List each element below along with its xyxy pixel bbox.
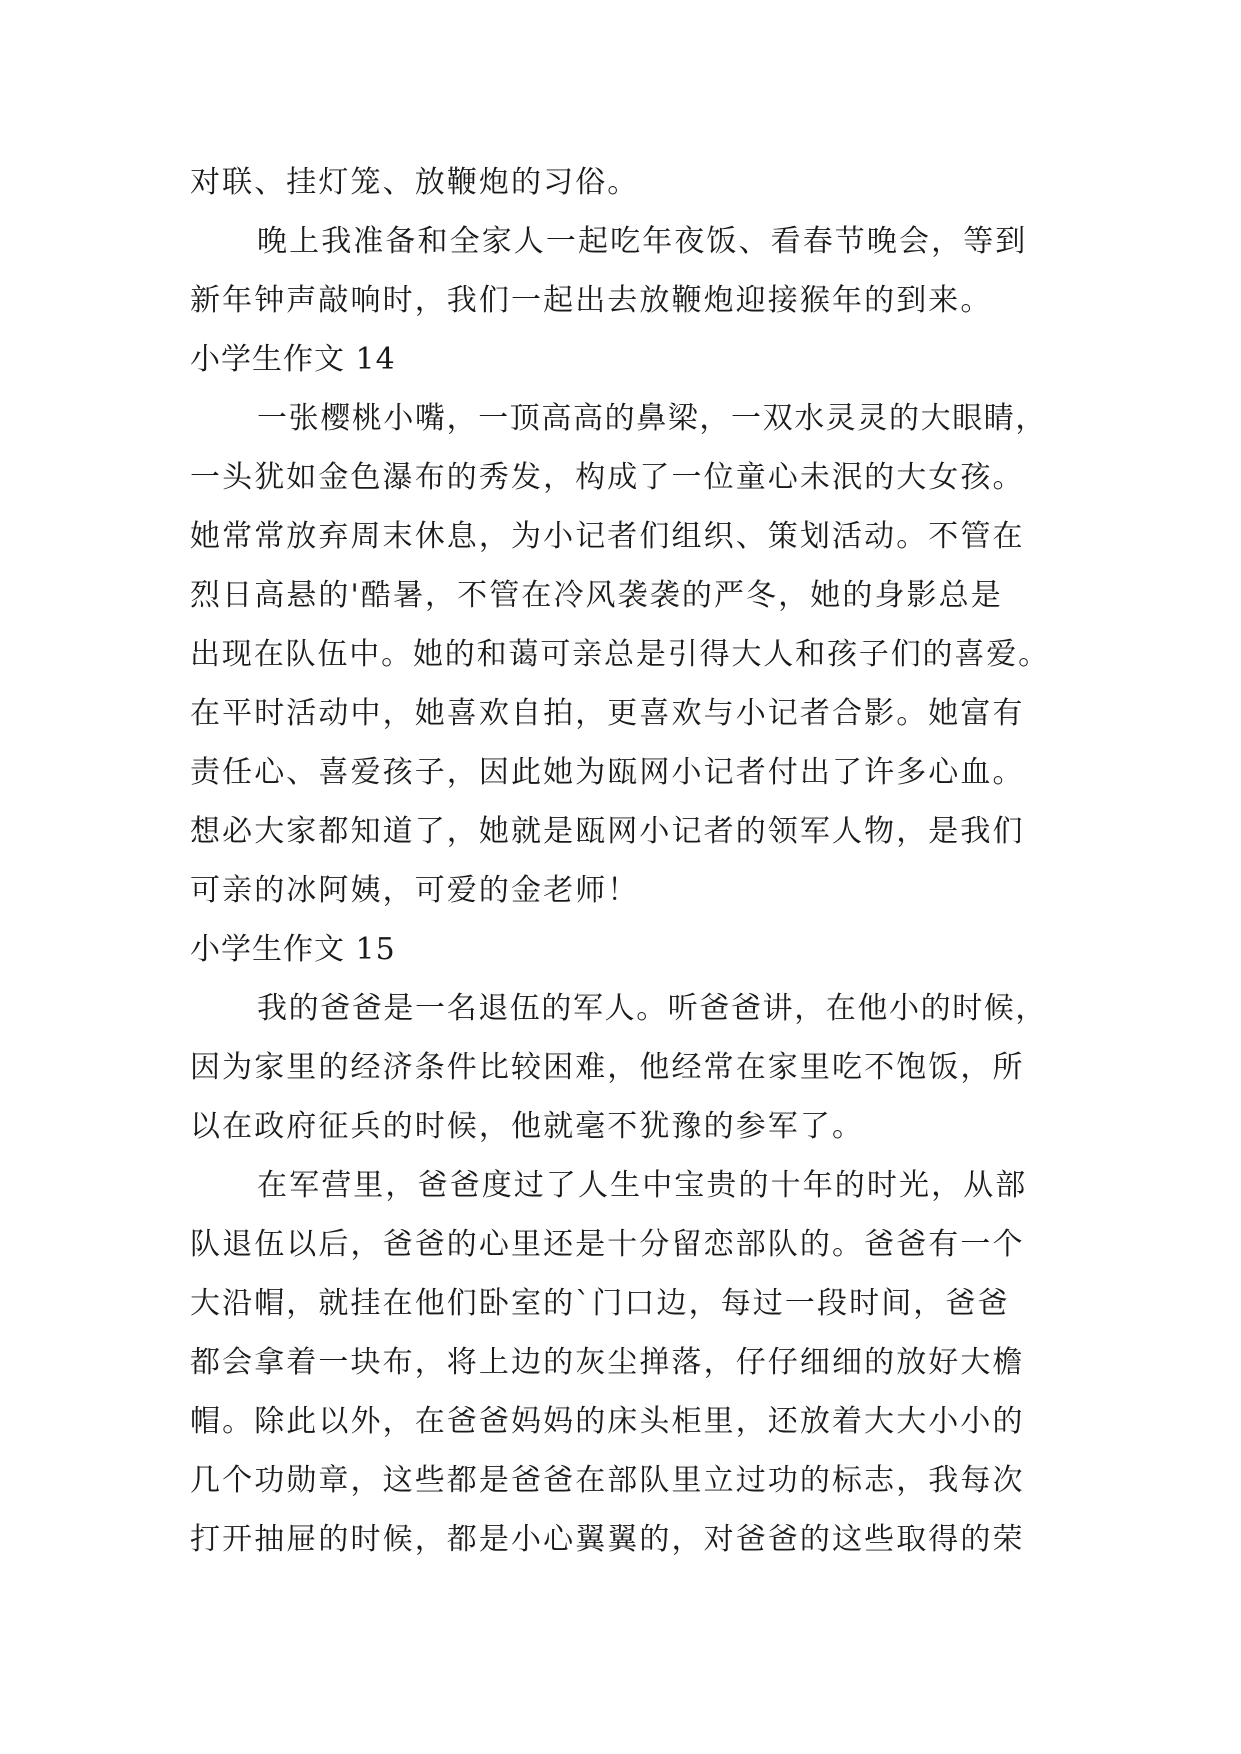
paragraph-line: 帽。除此以外，在爸爸妈妈的床头柜里，还放着大大小小的 <box>190 1404 1025 1439</box>
paragraph-line: 出现在队伍中。她的和蔼可亲总是引得大人和孩子们的喜爱。 <box>190 637 1050 672</box>
paragraph-line: 我的爸爸是一名退伍的军人。听爸爸讲，在他小的时候， <box>257 991 1047 1026</box>
paragraph-line: 可亲的冰阿姨，可爱的金老师！ <box>190 873 640 908</box>
paragraph-line: 大沿帽，就挂在他们卧室的`门口边，每过一段时间，爸爸 <box>190 1286 1010 1321</box>
paragraph-line: 因为家里的经济条件比较困难，他经常在家里吃不饱饭，所 <box>190 1050 1025 1085</box>
paragraph-line: 对联、挂灯笼、放鞭炮的习俗。 <box>190 165 640 200</box>
paragraph-line: 都会拿着一块布，将上边的灰尘掸落，仔仔细细的放好大檐 <box>190 1345 1025 1380</box>
paragraph-line: 烈日高悬的'酷暑，不管在冷风袭袭的严冬，她的身影总是 <box>190 578 1003 613</box>
paragraph-line: 打开抽屉的时候，都是小心翼翼的，对爸爸的这些取得的荣 <box>190 1522 1025 1557</box>
paragraph-line: 几个功勋章，这些都是爸爸在部队里立过功的标志，我每次 <box>190 1463 1025 1498</box>
paragraph-line: 队退伍以后，爸爸的心里还是十分留恋部队的。爸爸有一个 <box>190 1227 1025 1262</box>
paragraph-line: 责任心、喜爱孩子，因此她为瓯网小记者付出了许多心血。 <box>190 755 1025 790</box>
paragraph-line: 想必大家都知道了，她就是瓯网小记者的领军人物，是我们 <box>190 814 1025 849</box>
paragraph-line: 一张樱桃小嘴，一顶高高的鼻梁，一双水灵灵的大眼睛， <box>257 401 1047 436</box>
paragraph-line: 以在政府征兵的时候，他就毫不犹豫的参军了。 <box>190 1109 865 1144</box>
section-heading: 小学生作文 15 <box>190 932 396 967</box>
paragraph-line: 在军营里，爸爸度过了人生中宝贵的十年的时光，从部 <box>257 1168 1028 1203</box>
paragraph-line: 晚上我准备和全家人一起吃年夜饭、看春节晚会，等到 <box>257 224 1028 259</box>
paragraph-line: 新年钟声敲响时，我们一起出去放鞭炮迎接猴年的到来。 <box>190 283 993 318</box>
paragraph-line: 一头犹如金色瀑布的秀发，构成了一位童心未泯的大女孩。 <box>190 460 1025 495</box>
paragraph-line: 在平时活动中，她喜欢自拍，更喜欢与小记者合影。她富有 <box>190 696 1025 731</box>
section-heading: 小学生作文 14 <box>190 342 396 377</box>
paragraph-line: 她常常放弃周末休息，为小记者们组织、策划活动。不管在 <box>190 519 1025 554</box>
document-body <box>190 153 1050 1569</box>
